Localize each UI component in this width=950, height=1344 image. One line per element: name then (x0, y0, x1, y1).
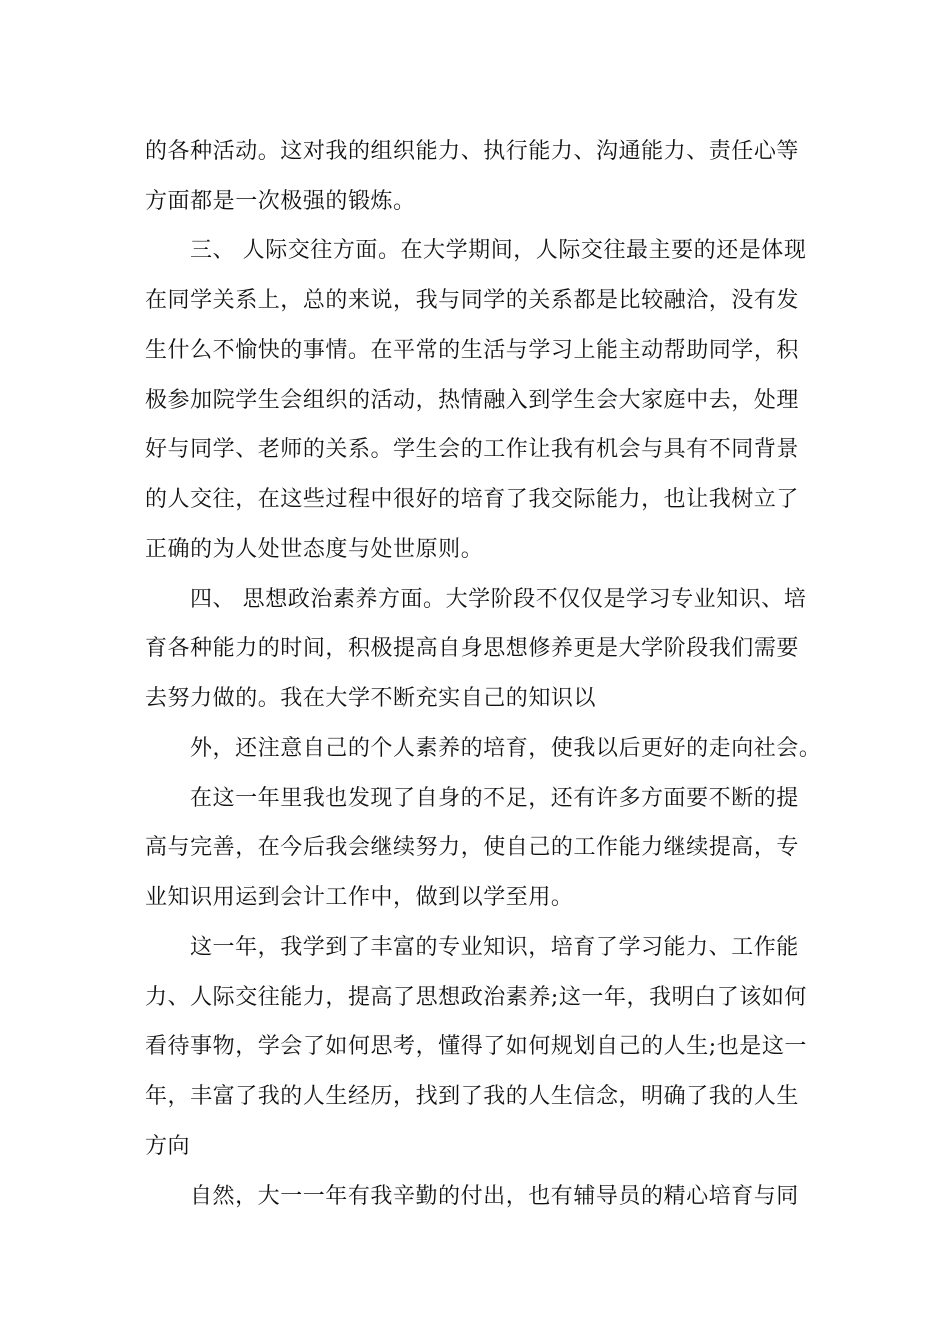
text-line: 年，丰富了我的人生经历，找到了我的人生信念，明确了我的人生 (145, 1084, 799, 1109)
text-line: 去努力做的。我在大学不断充实自己的知识以 (145, 686, 597, 711)
text-line: 力、人际交往能力，提高了思想政治素养;这一年，我明白了该如何 (145, 985, 807, 1010)
text-line: 在同学关系上，总的来说，我与同学的关系都是比较融洽，没有发 (145, 288, 799, 313)
text-line: 外，还注意自己的个人素养的培育，使我以后更好的走向社会。 (190, 736, 822, 761)
text-line: 好与同学、老师的关系。学生会的工作让我有机会与具有不同背景 (145, 437, 799, 462)
text-line: 的各种活动。这对我的组织能力、执行能力、沟通能力、责任心等 (145, 139, 799, 164)
text-line: 自然，大一一年有我辛勤的付出，也有辅导员的精心培育与同 (190, 1184, 799, 1209)
text-line: 方向 (145, 1134, 191, 1159)
text-line: 四、 思想政治素养方面。大学阶段不仅仅是学习专业知识、培 (190, 587, 807, 612)
text-line: 在这一年里我也发现了自身的不足，还有许多方面要不断的提 (190, 786, 799, 811)
text-line: 三、 人际交往方面。在大学期间，人际交往最主要的还是体现 (190, 238, 807, 263)
text-line: 业知识用运到会计工作中，做到以学至用。 (145, 885, 574, 910)
text-line: 这一年，我学到了丰富的专业知识，培育了学习能力、工作能 (190, 935, 799, 960)
text-line: 的人交往，在这些过程中很好的培育了我交际能力，也让我树立了 (145, 487, 799, 512)
text-line: 高与完善，在今后我会继续努力，使自己的工作能力继续提高，专 (145, 835, 799, 860)
text-line: 极参加院学生会组织的活动，热情融入到学生会大家庭中去，处理 (145, 388, 799, 413)
text-line: 生什么不愉快的事情。在平常的生活与学习上能主动帮助同学，积 (145, 338, 799, 363)
text-line: 方面都是一次极强的锻炼。 (145, 189, 416, 214)
text-line: 看待事物，学会了如何思考，懂得了如何规划自己的人生;也是这一 (145, 1034, 807, 1059)
text-line: 正确的为人处世态度与处世原则。 (145, 537, 484, 562)
text-line: 育各种能力的时间，积极提高自身思想修养更是大学阶段我们需要 (145, 636, 799, 661)
